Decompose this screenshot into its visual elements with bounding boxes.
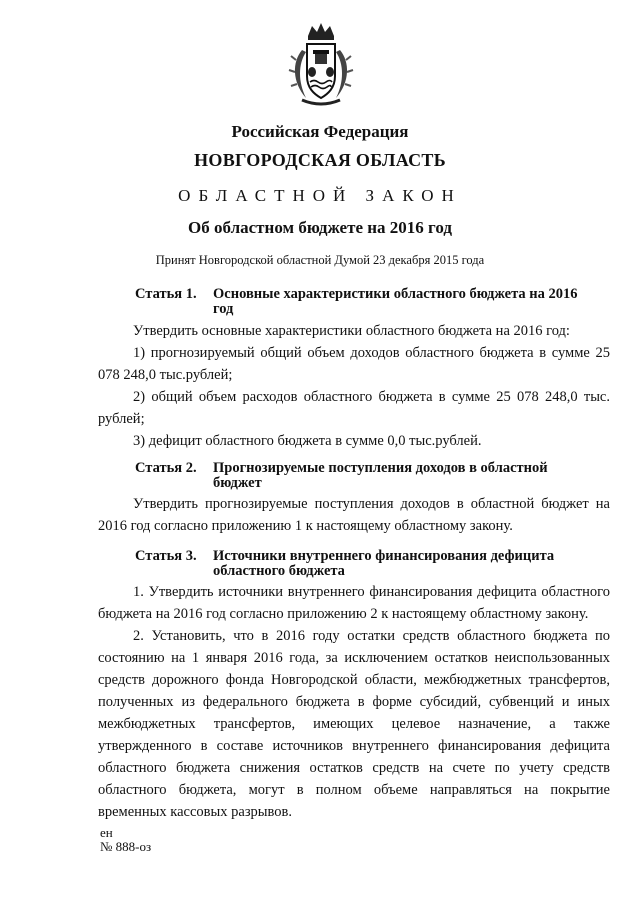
article-number: Статья 2. — [135, 460, 197, 476]
article-number: Статья 1. — [135, 286, 197, 302]
federation-heading: Российская Федерация — [231, 122, 409, 141]
law-type-heading: ОБЛАСТНОЙ ЗАКОН — [178, 186, 462, 205]
paragraph: 2. Установить, что в 2016 году остатки средств областного бюджета по состоянию на 1 января 2016 года, за исключением остатков неиспользованных средств дорожного фонда Новгородской области, межбюджетных трансфертов, полученных из федерального бюджета в форме субсидий, субвенций и иных межбюджетных трансфертов, имеющих целевое назначение, а также утвержденного в составе источников внутреннего финансирования дефицита областного бюджета снижения остатков средств на счете по учету средств областного бюджета, могут в полном объеме направляться на покрытие временных кассовых разрывов. — [98, 628, 610, 820]
footer-doc-number: № 888-оз — [100, 839, 152, 854]
law-title: Об областном бюджете на 2016 год — [188, 218, 452, 237]
document-footer — [100, 826, 151, 854]
paragraph: Утвердить прогнозируемые поступления доходов в областной бюджет на 2016 год согласно приложению 1 к настоящему областному закону. — [98, 496, 610, 534]
coat-of-arms-emblem — [288, 20, 354, 108]
article-number: Статья 3. — [135, 548, 197, 564]
article-title: Источники внутреннего финансирования дефицита областного бюджета — [213, 548, 555, 579]
paragraph: 1. Утвердить источники внутреннего финансирования дефицита областного бюджета на 2016 год согласно приложению 2 к настоящему областному закону. — [98, 584, 610, 622]
footer-initials: ен — [100, 825, 113, 840]
paragraph: 1) прогнозируемый общий объем доходов областного бюджета в сумме 25 078 248,0 тыс.рублей; — [98, 345, 610, 383]
adoption-note: Принят Новгородской областной Думой 23 декабря 2015 года — [155, 253, 485, 267]
article-2-heading — [135, 461, 595, 491]
paragraph: 3) дефицит областного бюджета в сумме 0,0 тыс.рублей. — [133, 433, 482, 449]
paragraph: 2) общий объем расходов областного бюджета в сумме 25 078 248,0 тыс. рублей; — [98, 389, 610, 427]
article-title: Основные характеристики областного бюджета на 2016 год — [213, 286, 578, 317]
paragraph: Утвердить основные характеристики областного бюджета на 2016 год: — [133, 323, 570, 339]
article-title: Прогнозируемые поступления доходов в областной бюджет — [213, 460, 548, 491]
article-1-heading — [135, 287, 595, 317]
region-heading: НОВГОРОДСКАЯ ОБЛАСТЬ — [194, 150, 446, 170]
article-3-heading — [135, 549, 595, 579]
